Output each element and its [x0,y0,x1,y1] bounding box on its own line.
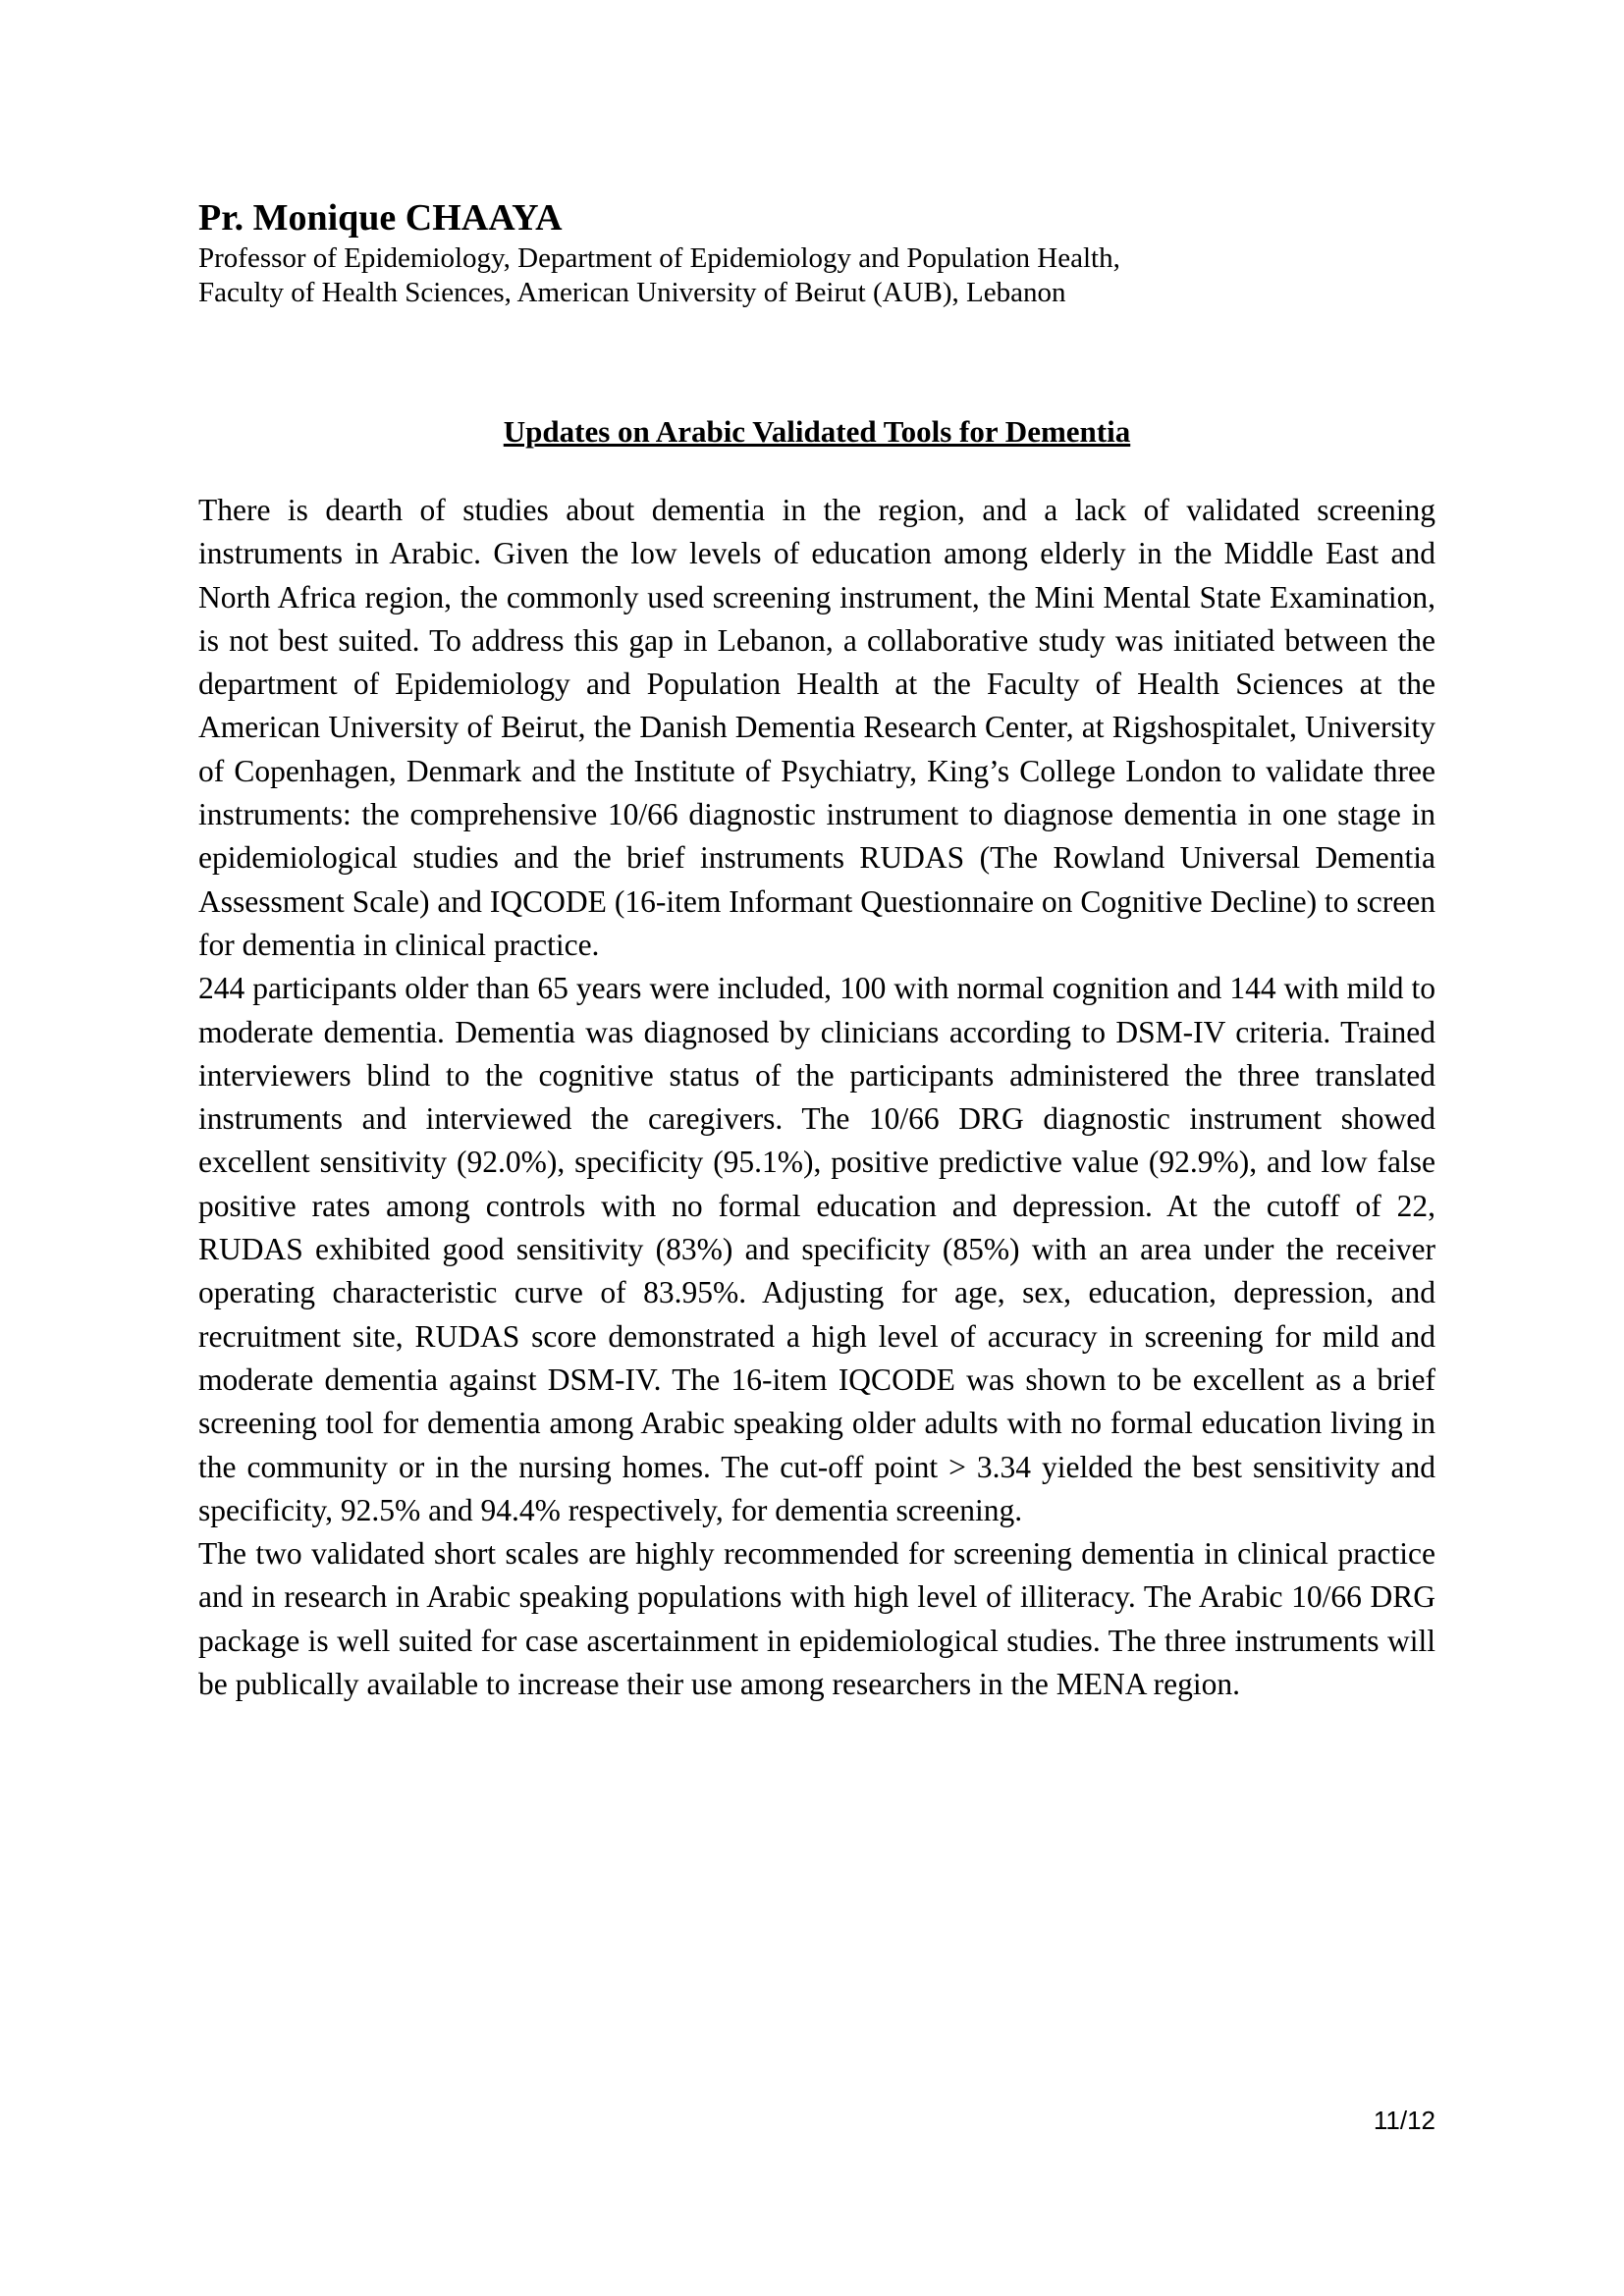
paragraph: The two validated short scales are highly recommended for screening dementia in clinical practice and in research in Arabic speaking populations with high level of illiteracy. The Arabic 10/66 DRG package is well suited for case ascertainment in epidemiological studies. The three instruments will be publically available to increase their use among researchers in the MENA region. [198,1536,1435,1702]
author-block [198,194,1435,310]
paragraph: There is dearth of studies about dementia in the region, and a lack of validated screening instruments in Arabic. Given the low levels of education among elderly in the Middle East and North Africa region, the commonly used screening instrument, the Mini Mental State Examination, is not best suited. To address this gap in Lebanon, a collaborative study was initiated between the department of Epidemiology and Population Health at the Faculty of Health Sciences at the American University of Beirut, the Danish Dementia Research Center, at Rigshospitalet, University of Copenhagen, Denmark and the Institute of Psychiatry, King’s College London to validate three instruments: the comprehensive 10/66 diagnostic instrument to diagnose dementia in one stage in epidemiological studies and the brief instruments RUDAS (The Rowland Universal Dementia Assessment Scale) and IQCODE (16-item Informant Questionnaire on Cognitive Decline) to screen for dementia in clinical practice. [198,493,1435,962]
paragraph: 244 participants older than 65 years were included, 100 with normal cognition and 144 with mild to moderate dementia. Dementia was diagnosed by clinicians according to DSM-IV criteria. Trained interviewers blind to the cognitive status of the participants administered the three translated instruments and interviewed the caregivers. The 10/66 DRG diagnostic instrument showed excellent sensitivity (92.0%), specificity (95.1%), positive predictive value (92.9%), and low false positive rates among controls with no formal education and depression. At the cutoff of 22, RUDAS exhibited good sensitivity (83%) and specificity (85%) with an area under the receiver operating characteristic curve of 83.95%. Adjusting for age, sex, education, depression, and recruitment site, RUDAS score demonstrated a high level of accuracy in screening for mild and moderate dementia against DSM-IV. The 16-item IQCODE was shown to be excellent as a brief screening tool for dementia among Arabic speaking older adults with no formal education living in the community or in the nursing homes. The cut-off point > 3.34 yielded the best sensitivity and specificity, 92.5% and 94.4% respectively, for dementia screening. [198,971,1435,1527]
document-title: Updates on Arabic Validated Tools for Dementia [503,414,1131,449]
abstract-body [198,489,1435,1706]
author-name: Pr. Monique CHAAYA [198,197,563,239]
affiliation-line: Faculty of Health Sciences, American University of Beirut (AUB), Lebanon [198,277,1066,308]
page-number: 11/12 [1373,2106,1435,2135]
affiliation-line: Professor of Epidemiology, Department of Epidemiology and Population Health, [198,242,1120,274]
